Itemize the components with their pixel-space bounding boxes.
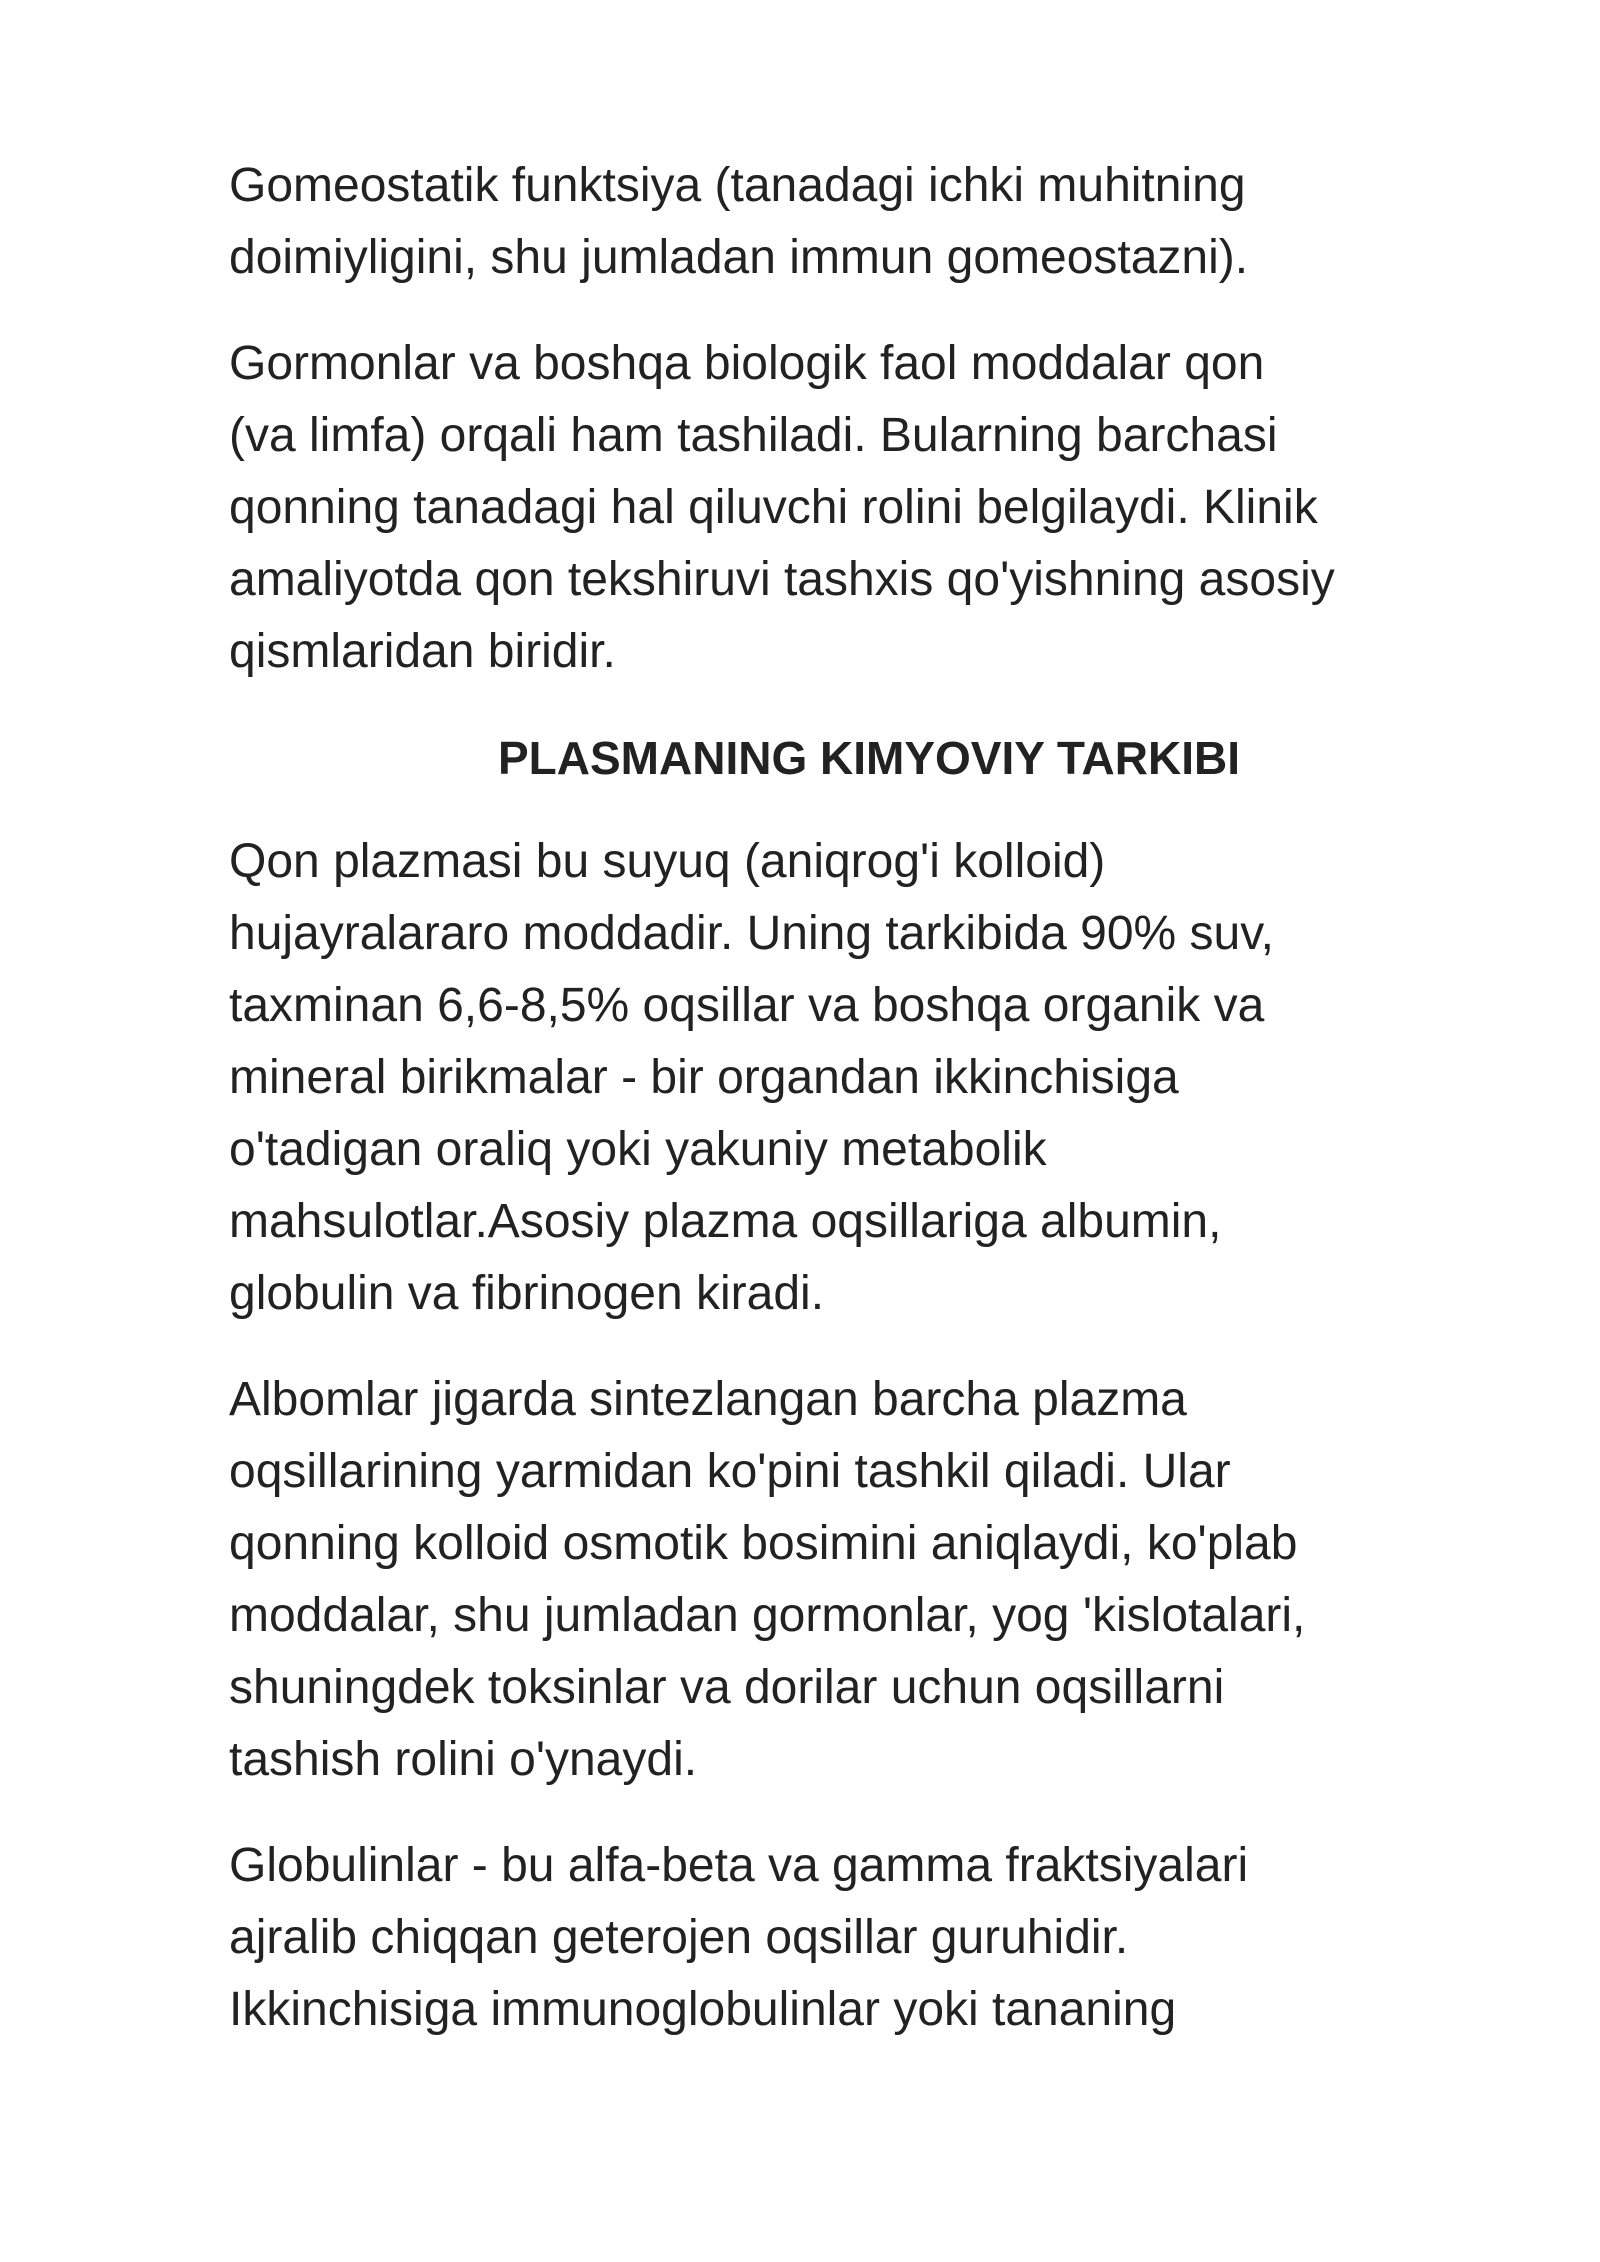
text-line: qonning kolloid osmotik bosimini aniqlaydi, ko'plab [229,1517,1298,1570]
paragraph-plasma [229,826,1509,1330]
text-line: ajralib chiqqan geterojen oqsillar guruhidir. [229,1911,1129,1964]
text-line: hujayralararo moddadir. Uning tarkibida 90% suv, [229,907,1275,960]
text-line: taxminan 6,6-8,5% oqsillar va boshqa organik va [229,979,1265,1032]
text-line: doimiyligini, shu jumladan immun gomeostazni). [229,231,1249,284]
text-line: moddalar, shu jumladan gormonlar, yog 'kislotalari, [229,1589,1306,1642]
paragraph-albumins [229,1364,1509,1796]
text-line: tashish rolini o'ynaydi. [229,1733,698,1786]
paragraph-homeostatic-function [229,150,1509,294]
text-line: Ikkinchisiga immunoglobulinlar yoki tananing [229,1983,1177,2036]
text-line: qonning tanadagi hal qiluvchi rolini belgilaydi. Klinik [229,481,1318,534]
text-line: amaliyotda qon tekshiruvi tashxis qo'yishning asosiy [229,553,1335,606]
text-line: mahsulotlar.Asosiy plazma oqsillariga albumin, [229,1195,1222,1248]
document-body [229,150,1509,2046]
text-line: o'tadigan oraliq yoki yakuniy metabolik [229,1123,1047,1176]
text-line: (va limfa) orqali ham tashiladi. Bularning barchasi [229,409,1278,462]
text-line: Gomeostatik funktsiya (tanadagi ichki muhitning [229,159,1246,212]
text-line: oqsillarining yarmidan ko'pini tashkil qiladi. Ular [229,1445,1231,1498]
paragraph-globulins [229,1830,1509,2046]
text-line: Albomlar jigarda sintezlangan barcha plazma [229,1373,1187,1426]
text-line: shuningdek toksinlar va dorilar uchun oqsillarni [229,1661,1225,1714]
text-line: Globulinlar - bu alfa-beta va gamma fraktsiyalari [229,1839,1249,1892]
paragraph-hormones [229,328,1509,688]
text-line: qismlaridan biridir. [229,625,616,678]
text-line: Qon plazmasi bu suyuq (aniqrog'i kolloid) [229,835,1106,888]
text-line: mineral birikmalar - bir organdan ikkinchisiga [229,1051,1179,1104]
section-heading: PLASMANING KIMYOVIY TARKIBI [498,732,1240,784]
text-line: globulin va fibrinogen kiradi. [229,1267,825,1320]
text-line: Gormonlar va boshqa biologik faol moddalar qon [229,337,1265,390]
